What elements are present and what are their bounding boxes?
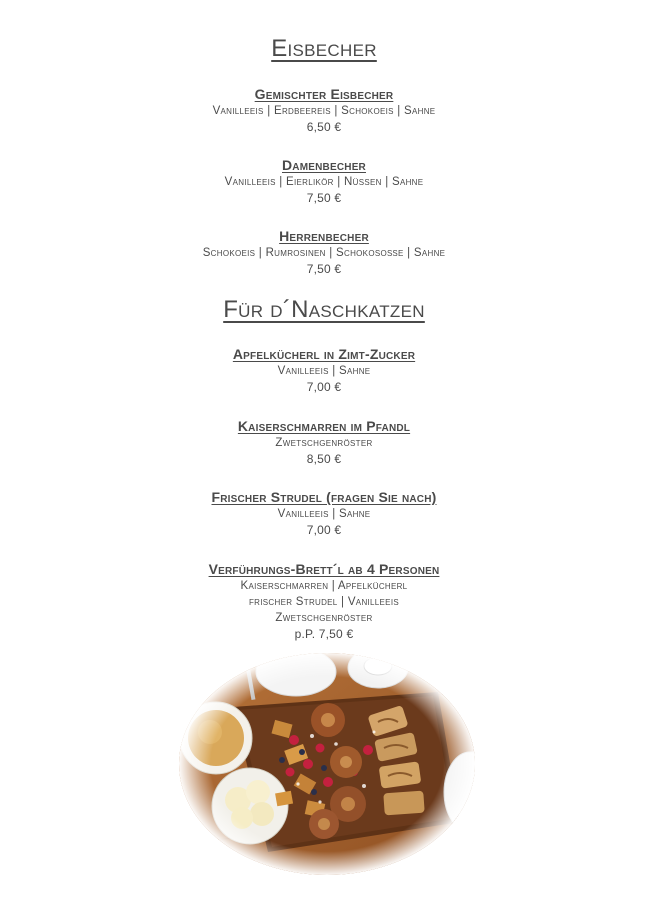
item-description: Zwetschgenröster xyxy=(275,437,373,449)
section-title-eisbecher: Eisbecher xyxy=(271,35,377,62)
item-price: p.P. 7,50 € xyxy=(294,627,354,641)
item-name: Gemischter Eisbecher xyxy=(254,86,394,102)
item-name: Apfelkücherl in Zimt-Zucker xyxy=(232,346,416,362)
item-price: 7,00 € xyxy=(306,380,342,394)
item-price: 7,50 € xyxy=(306,191,342,205)
item-price: 7,50 € xyxy=(306,262,342,276)
item-name: Verführungs-Brett´l ab 4 Personen xyxy=(208,561,440,577)
item-name: Frischer Strudel (fragen Sie nach) xyxy=(211,489,437,505)
item-description: Vanilleeis | Eierlikör | Nüssen | Sahne xyxy=(224,176,424,188)
menu-item xyxy=(0,561,648,642)
item-name: Kaiserschmarren im Pfandl xyxy=(237,418,411,434)
menu-item xyxy=(0,86,648,135)
item-description: Vanilleeis | Sahne xyxy=(277,365,371,377)
item-description: Vanilleeis | Erdbeereis | Schokoeis | Sahne xyxy=(212,105,436,117)
dessert-board-photo xyxy=(178,652,476,876)
item-name: Herrenbecher xyxy=(279,228,369,244)
item-description: Schokoeis | Rumrosinen | Schokosoße | Sahne xyxy=(202,247,446,259)
menu-item xyxy=(0,418,648,467)
item-description: Zwetschgenröster xyxy=(275,612,373,624)
menu-item xyxy=(0,157,648,206)
item-name: Damenbecher xyxy=(282,157,366,173)
section-title-naschkatzen: Für d´Naschkatzen xyxy=(223,296,425,323)
item-description: Vanilleeis | Sahne xyxy=(277,508,371,520)
item-price: 6,50 € xyxy=(306,120,342,134)
item-price: 8,50 € xyxy=(306,452,342,466)
menu-item xyxy=(0,228,648,277)
item-price: 7,00 € xyxy=(306,523,342,537)
menu-item xyxy=(0,346,648,395)
item-description: Kaiserschmarren | Apfelkücherl xyxy=(240,580,408,592)
menu-item xyxy=(0,489,648,538)
item-description: frischer Strudel | Vanilleeis xyxy=(249,596,399,608)
